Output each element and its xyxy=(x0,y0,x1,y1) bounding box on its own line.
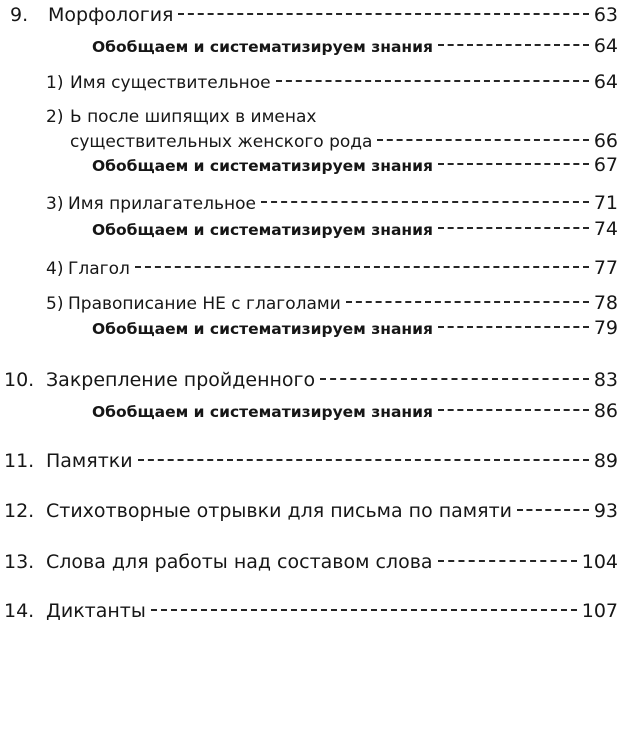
toc-title: Обобщаем и систематизируем знания xyxy=(92,221,433,239)
toc-page-number: 86 xyxy=(593,400,618,422)
toc-page-number: 66 xyxy=(593,130,618,152)
toc-subitem-soft-sign-cont[interactable] xyxy=(70,130,618,152)
leader-dots xyxy=(438,227,589,229)
toc-subitem-verb[interactable] xyxy=(46,257,618,279)
leader-dots xyxy=(438,163,589,165)
toc-subitem-adjective[interactable] xyxy=(46,192,618,214)
toc-title: Правописание НЕ с глаголами xyxy=(68,294,341,314)
toc-review-item[interactable] xyxy=(92,35,618,57)
leader-dots xyxy=(151,609,577,611)
toc-review-item[interactable] xyxy=(92,218,618,240)
toc-title: Диктанты xyxy=(46,600,146,622)
toc-page-number: 89 xyxy=(593,450,618,472)
toc-title-line2: существительных женского рода xyxy=(70,132,373,152)
toc-title: Обобщаем и систематизируем знания xyxy=(92,403,433,421)
leader-dots xyxy=(346,301,589,303)
toc-number: 10. xyxy=(4,369,35,391)
toc-page-number: 79 xyxy=(593,317,618,339)
toc-page-number: 71 xyxy=(593,192,618,214)
toc-number: 9. xyxy=(10,4,29,26)
toc-title: Глагол xyxy=(68,259,130,279)
leader-dots xyxy=(377,139,588,141)
leader-dots xyxy=(438,44,589,46)
leader-dots xyxy=(261,201,589,203)
toc-subitem-ne-with-verbs[interactable] xyxy=(46,292,618,314)
toc-title: Обобщаем и систематизируем знания xyxy=(92,320,433,338)
leader-dots xyxy=(320,378,589,380)
toc-number: 5) xyxy=(46,294,64,314)
toc-page-number: 63 xyxy=(593,4,618,26)
toc-review-item[interactable] xyxy=(92,317,618,339)
toc-page-number: 83 xyxy=(593,369,618,391)
toc-item-morphology[interactable] xyxy=(10,4,618,26)
toc-number: 13. xyxy=(4,551,35,573)
leader-dots xyxy=(517,509,589,511)
toc-page-number: 64 xyxy=(593,71,618,93)
leader-dots xyxy=(135,266,589,268)
toc-page-number: 74 xyxy=(593,218,618,240)
toc-item-dictations[interactable] xyxy=(4,600,618,622)
toc-title: Имя существительное xyxy=(70,73,271,93)
toc-item-word-structure[interactable] xyxy=(4,551,618,573)
toc-item-poems[interactable] xyxy=(4,500,618,522)
toc-page-number: 64 xyxy=(593,35,618,57)
toc-item-consolidation[interactable] xyxy=(4,369,618,391)
leader-dots xyxy=(276,80,589,82)
toc-title: Памятки xyxy=(46,450,133,472)
toc-review-item[interactable] xyxy=(92,154,618,176)
toc-title-line1: Ь после шипящих в именах xyxy=(70,107,317,127)
toc-title: Имя прилагательное xyxy=(68,194,256,214)
leader-dots xyxy=(438,326,589,328)
toc-number: 12. xyxy=(4,500,35,522)
toc-number: 1) xyxy=(46,73,64,93)
toc-number: 14. xyxy=(4,600,35,622)
toc-number: 11. xyxy=(4,450,35,472)
toc-subitem-noun[interactable] xyxy=(46,71,618,93)
toc-number: 4) xyxy=(46,259,64,279)
toc-subitem-soft-sign[interactable] xyxy=(46,107,316,127)
toc-page-number: 104 xyxy=(581,551,618,573)
toc-page-number: 107 xyxy=(581,600,618,622)
leader-dots xyxy=(178,13,588,15)
toc-number: 2) xyxy=(46,107,64,127)
toc-title: Закрепление пройденного xyxy=(46,369,316,391)
toc-title: Слова для работы над составом слова xyxy=(46,551,433,573)
toc-title: Обобщаем и систематизируем знания xyxy=(92,157,433,175)
toc-title: Морфология xyxy=(48,4,174,26)
leader-dots xyxy=(438,560,577,562)
toc-page-number: 93 xyxy=(593,500,618,522)
toc-title: Обобщаем и систематизируем знания xyxy=(92,38,433,56)
toc-review-item[interactable] xyxy=(92,400,618,422)
leader-dots xyxy=(138,459,589,461)
leader-dots xyxy=(438,409,589,411)
toc-page-number: 67 xyxy=(593,154,618,176)
toc-page-number: 77 xyxy=(593,257,618,279)
toc-title: Стихотворные отрывки для письма по памяти xyxy=(46,500,512,522)
toc-item-reminders[interactable] xyxy=(4,450,618,472)
toc-page-number: 78 xyxy=(593,292,618,314)
toc-number: 3) xyxy=(46,194,64,214)
